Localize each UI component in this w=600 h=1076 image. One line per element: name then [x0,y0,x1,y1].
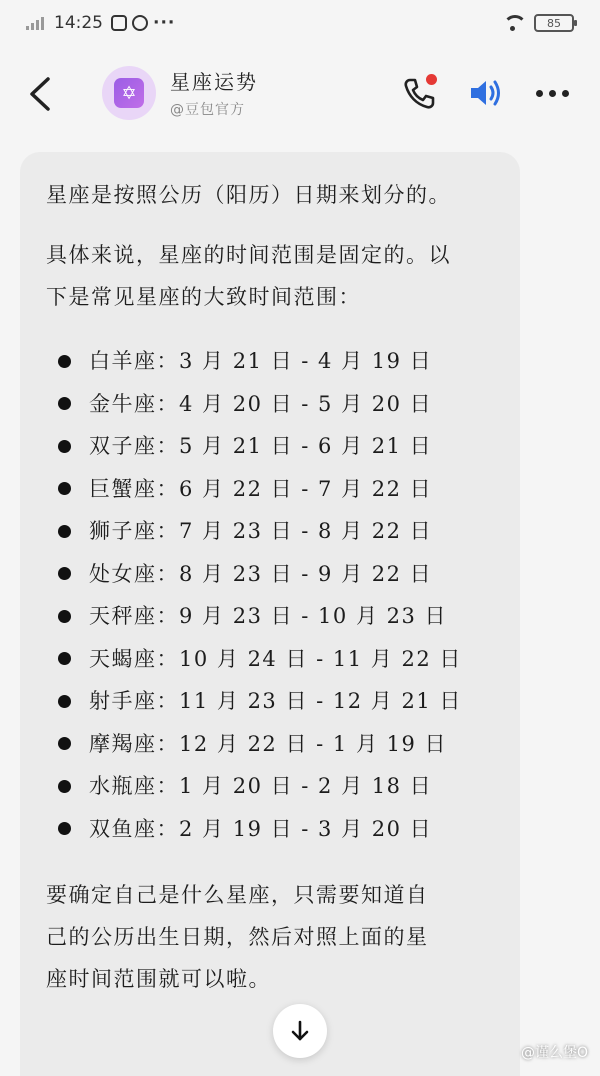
zodiac-range: 白羊座：3 月 21 日 - 4 月 19 日 [89,349,433,374]
star-of-david-icon: ✡ [114,78,144,108]
more-options-button[interactable] [536,84,574,102]
fan-icon [132,15,148,31]
status-bar [0,0,600,46]
bullet-icon [58,737,71,750]
message-bubble[interactable] [20,152,520,1076]
list-item [46,723,494,766]
dot-icon [562,90,569,97]
bullet-icon [58,482,71,495]
conclusion-line-2: 己的公历出生日期，然后对照上面的星 [46,925,429,949]
bullet-icon [58,695,71,708]
bullet-icon [58,525,71,538]
list-item [46,553,494,596]
bullet-icon [58,397,71,410]
list-item [46,808,494,851]
description-line-1: 具体来说，星座的时间范围是固定的。以 [46,243,451,267]
description-paragraph [46,234,494,318]
notification-dot [426,74,437,85]
title-block [170,66,258,119]
chat-header [0,56,600,132]
bullet-icon [58,822,71,835]
list-item [46,510,494,553]
avatar[interactable] [102,66,156,120]
list-item [46,638,494,681]
zodiac-range: 天蝎座：10 月 24 日 - 11 月 22 日 [89,646,462,671]
scroll-to-bottom-button[interactable] [273,1004,327,1058]
chat-title: 星座运势 [170,70,258,94]
conclusion-line-3: 座时间范围就可以啦。 [46,967,271,991]
more-notifications-icon: ··· [153,13,176,33]
dot-icon [549,90,556,97]
intro-paragraph [46,174,494,216]
bullet-icon [58,610,71,623]
bullet-icon [58,567,71,580]
back-button[interactable] [26,76,56,112]
speaker-button[interactable] [468,76,504,110]
battery-level: 85 [547,16,561,30]
list-item [46,765,494,808]
dot-icon [536,90,543,97]
list-item [46,340,494,383]
app-notification-icon [111,15,127,31]
zodiac-range: 天秤座：9 月 23 日 - 10 月 23 日 [89,604,448,629]
bullet-icon [58,440,71,453]
arrow-down-icon [288,1019,312,1043]
chat-subtitle: @豆包官方 [170,102,245,118]
intro-text: 星座是按照公历（阳历）日期来划分的。 [46,183,451,207]
zodiac-range: 双子座：5 月 21 日 - 6 月 21 日 [89,434,433,459]
chevron-left-icon [26,76,56,112]
conclusion-paragraph [46,874,494,1000]
bullet-icon [58,652,71,665]
list-item [46,680,494,723]
wifi-icon [502,15,524,31]
status-time: 14:25 [54,13,103,33]
zodiac-range: 摩羯座：12 月 22 日 - 1 月 19 日 [89,731,448,756]
zodiac-range: 金牛座：4 月 20 日 - 5 月 20 日 [89,391,433,416]
zodiac-range: 处女座：8 月 23 日 - 9 月 22 日 [89,561,433,586]
list-item [46,595,494,638]
zodiac-range: 狮子座：7 月 23 日 - 8 月 22 日 [89,519,433,544]
bullet-icon [58,780,71,793]
zodiac-range: 双鱼座：2 月 19 日 - 3 月 20 日 [89,816,433,841]
zodiac-list [46,340,494,850]
watermark: @谨么堡O [520,1045,588,1061]
list-item [46,425,494,468]
zodiac-range: 水瓶座：1 月 20 日 - 2 月 18 日 [89,774,433,799]
battery-icon [534,14,574,32]
conclusion-line-1: 要确定自己是什么星座，只需要知道自 [46,883,429,907]
signal-icon [26,16,44,30]
zodiac-range: 射手座：11 月 23 日 - 12 月 21 日 [89,689,462,714]
bullet-icon [58,355,71,368]
zodiac-range: 巨蟹座：6 月 22 日 - 7 月 22 日 [89,476,433,501]
list-item [46,468,494,511]
list-item [46,383,494,426]
speaker-icon [468,76,504,110]
description-line-2: 下是常见星座的大致时间范围： [46,285,361,309]
